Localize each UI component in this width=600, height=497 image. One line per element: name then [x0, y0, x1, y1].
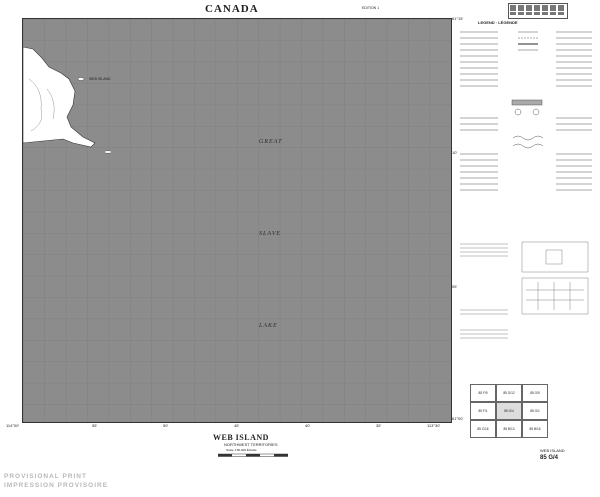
index-cell[interactable]: 85 G/1: [522, 402, 548, 420]
coord-bottom-left-lon: 114°00': [6, 423, 20, 428]
lat-tick: 10': [452, 150, 458, 155]
index-cell[interactable]: 85 B/13: [496, 420, 522, 438]
territory-subtitle: NORTHWEST TERRITORIES: [224, 442, 278, 447]
scale-text: Scale 1:50,000 Échelle: [226, 448, 257, 452]
reference-diagrams: [458, 240, 596, 350]
edition-label: EDITION 1: [362, 6, 380, 10]
coord-top-right-lat: 61°15': [452, 16, 464, 21]
lake-label-great: GREAT: [259, 139, 283, 145]
index-cell[interactable]: 85 C/16: [470, 420, 496, 438]
islet-shape: [104, 151, 112, 153]
reference-box: [508, 3, 568, 19]
adjoining-sheets-index: [470, 384, 548, 438]
lon-tick: 35': [376, 423, 382, 428]
island-label: WEB ISLAND: [89, 77, 111, 81]
map-canvas[interactable]: [23, 19, 451, 422]
coord-bottom-right-lat: 61°00': [452, 416, 464, 421]
sheet-name-title: WEB ISLAND: [213, 433, 269, 442]
sheet-id-name: WEB ISLAND: [540, 448, 565, 453]
map-frame[interactable]: [22, 18, 452, 423]
legend-symbols: [458, 28, 596, 198]
legend-title: LEGEND · LÉGENDE: [478, 20, 518, 25]
index-cell-current[interactable]: 85 G/4: [496, 402, 522, 420]
utm-grid: [23, 19, 451, 422]
lat-tick: 05': [452, 284, 458, 289]
provisional-print-fr: IMPRESSION PROVISOIRE: [4, 482, 109, 489]
sheet-id-number: 85 G/4: [540, 455, 559, 461]
coord-bottom-right-lon: 113°30': [427, 423, 441, 428]
index-cell[interactable]: 85 G/9: [522, 384, 548, 402]
sheet-country-title: CANADA: [205, 3, 259, 15]
lake-label-slave: SLAVE: [259, 231, 282, 237]
index-cell[interactable]: 85 G/12: [496, 384, 522, 402]
scale-bar: [218, 453, 288, 458]
lon-tick: 40': [305, 423, 311, 428]
lake-label-lake: LAKE: [259, 323, 278, 329]
index-cell[interactable]: 85 F/9: [470, 384, 496, 402]
provisional-print-en: PROVISIONAL PRINT: [4, 473, 87, 480]
lon-tick: 55': [92, 423, 98, 428]
islet-shape: [78, 78, 84, 81]
lon-tick: 45': [234, 423, 240, 428]
lon-tick: 50': [163, 423, 169, 428]
index-cell[interactable]: 85 F/1: [470, 402, 496, 420]
index-cell[interactable]: 85 B/16: [522, 420, 548, 438]
